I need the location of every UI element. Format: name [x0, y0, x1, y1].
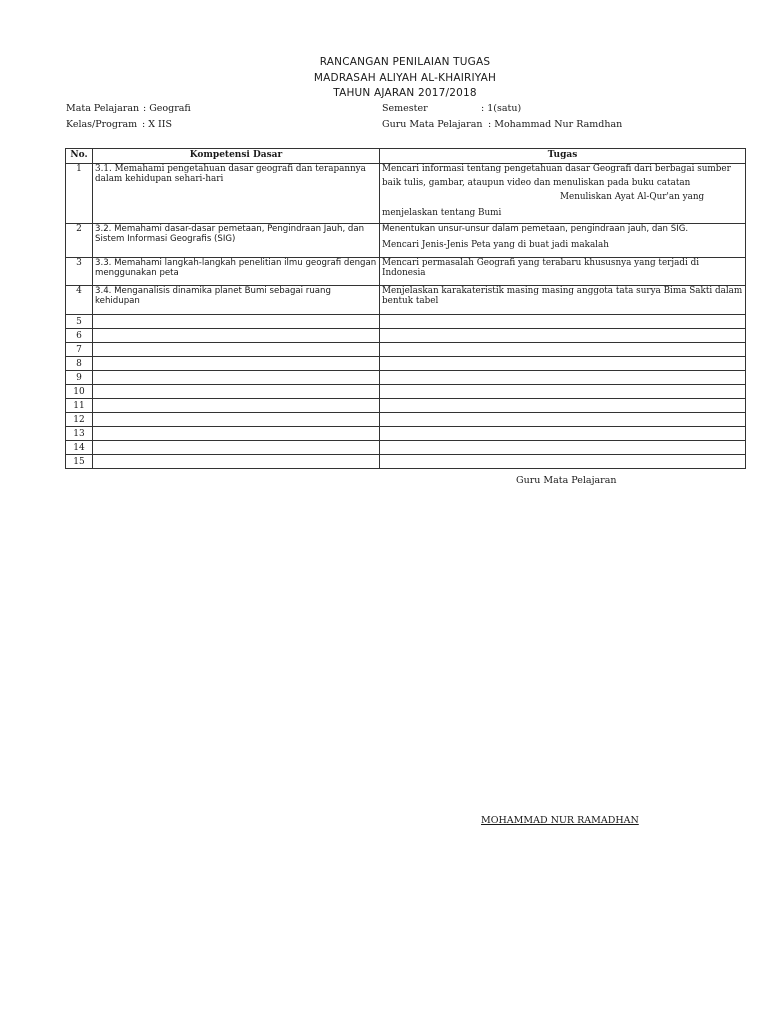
task-cell — [380, 427, 746, 441]
task-cell — [380, 329, 746, 343]
signature-role: Guru Mata Pelajaran — [516, 475, 617, 486]
table-row — [66, 455, 746, 469]
competency-cell — [93, 329, 380, 343]
task-cell — [380, 371, 746, 385]
table-row — [66, 385, 746, 399]
teacher-label: Guru Mata Pelajaran — [382, 119, 483, 130]
competency-cell — [93, 315, 380, 329]
class-value: : X IIS — [142, 119, 173, 130]
task-cell — [380, 385, 746, 399]
competency-cell: 3.2. Memahami dasar-dasar pemetaan, Pengindraan Jauh, dan Sistem Informasi Geografis (SIG) — [93, 224, 380, 258]
row-number: 15 — [66, 455, 93, 469]
task-cell — [380, 224, 746, 258]
row-number: 11 — [66, 399, 93, 413]
competency-cell — [93, 441, 380, 455]
competency-cell — [93, 371, 380, 385]
competency-cell — [93, 427, 380, 441]
competency-cell — [93, 343, 380, 357]
task-cell — [380, 441, 746, 455]
competency-cell: 3.1. Memahami pengetahuan dasar geografi dan terapannya dalam kehidupan sehari-hari — [93, 164, 380, 224]
table-row — [66, 286, 746, 315]
row-number: 1 — [66, 164, 93, 224]
task-cell — [380, 399, 746, 413]
task-text: baik tulis, gambar, ataupun video dan menuliskan pada buku catatan — [382, 178, 691, 188]
subject-value: : Geografi — [143, 103, 191, 114]
row-number: 2 — [66, 224, 93, 258]
row-number: 12 — [66, 413, 93, 427]
competency-cell: 3.4. Menganalisis dinamika planet Bumi sebagai ruang kehidupan — [93, 286, 380, 315]
task-cell — [380, 315, 746, 329]
table-row — [66, 315, 746, 329]
competency-cell — [93, 357, 380, 371]
row-number: 4 — [66, 286, 93, 315]
row-number: 5 — [66, 315, 93, 329]
competency-cell — [93, 385, 380, 399]
row-number: 9 — [66, 371, 93, 385]
row-number: 8 — [66, 357, 93, 371]
table-row — [66, 224, 746, 258]
header-no: No. — [66, 149, 93, 164]
assessment-table — [65, 148, 746, 469]
competency-cell — [93, 413, 380, 427]
semester-label: Semester — [382, 103, 428, 114]
document-title: RANCANGAN PENILAIAN TUGAS — [319, 56, 491, 68]
row-number: 10 — [66, 385, 93, 399]
task-cell — [380, 455, 746, 469]
table-row — [66, 413, 746, 427]
task-text: Menentukan unsur-unsur dalam pemetaan, pengindraan jauh, dan SIG. — [382, 224, 689, 234]
task-cell — [380, 164, 746, 224]
task-cell — [380, 357, 746, 371]
task-text: Menuliskan Ayat Al-Qur'an yang — [560, 192, 705, 202]
header-competency: Kompetensi Dasar — [93, 149, 380, 164]
header-task: Tugas — [380, 149, 746, 164]
table-row — [66, 258, 746, 286]
table-row — [66, 329, 746, 343]
signature-name: MOHAMMAD NUR RAMADHAN — [481, 815, 639, 826]
task-text: menjelaskan tentang Bumi — [382, 208, 502, 218]
row-number: 14 — [66, 441, 93, 455]
task-cell: Menjelaskan karakateristik masing masing anggota tata surya Bima Sakti dalam bentuk tabel — [380, 286, 746, 315]
task-cell — [380, 343, 746, 357]
table-row — [66, 164, 746, 224]
competency-cell — [93, 455, 380, 469]
class-label: Kelas/Program — [66, 119, 138, 130]
row-number: 7 — [66, 343, 93, 357]
table-row — [66, 357, 746, 371]
table-row — [66, 343, 746, 357]
row-number: 6 — [66, 329, 93, 343]
task-text: Mencari informasi tentang pengetahuan dasar Geografi dari berbagai sumber — [382, 164, 731, 174]
table-row — [66, 441, 746, 455]
row-number: 3 — [66, 258, 93, 286]
subject-label: Mata Pelajaran — [66, 103, 140, 114]
competency-cell: 3.3. Memahami langkah-langkah penelitian ilmu geografi dengan menggunakan peta — [93, 258, 380, 286]
academic-year: TAHUN AJARAN 2017/2018 — [333, 87, 477, 99]
table-row — [66, 427, 746, 441]
row-number: 13 — [66, 427, 93, 441]
semester-value: : 1(satu) — [481, 103, 522, 114]
task-cell: Mencari permasalah Geografi yang terabaru khususnya yang terjadi di Indonesia — [380, 258, 746, 286]
teacher-value: : Mohammad Nur Ramdhan — [488, 119, 623, 130]
competency-cell — [93, 399, 380, 413]
table-row — [66, 371, 746, 385]
school-name: MADRASAH ALIYAH AL-KHAIRIYAH — [313, 72, 497, 84]
task-text: Mencari Jenis-Jenis Peta yang di buat jadi makalah — [382, 240, 609, 250]
table-header-row — [66, 149, 746, 164]
table-row — [66, 399, 746, 413]
task-cell — [380, 413, 746, 427]
